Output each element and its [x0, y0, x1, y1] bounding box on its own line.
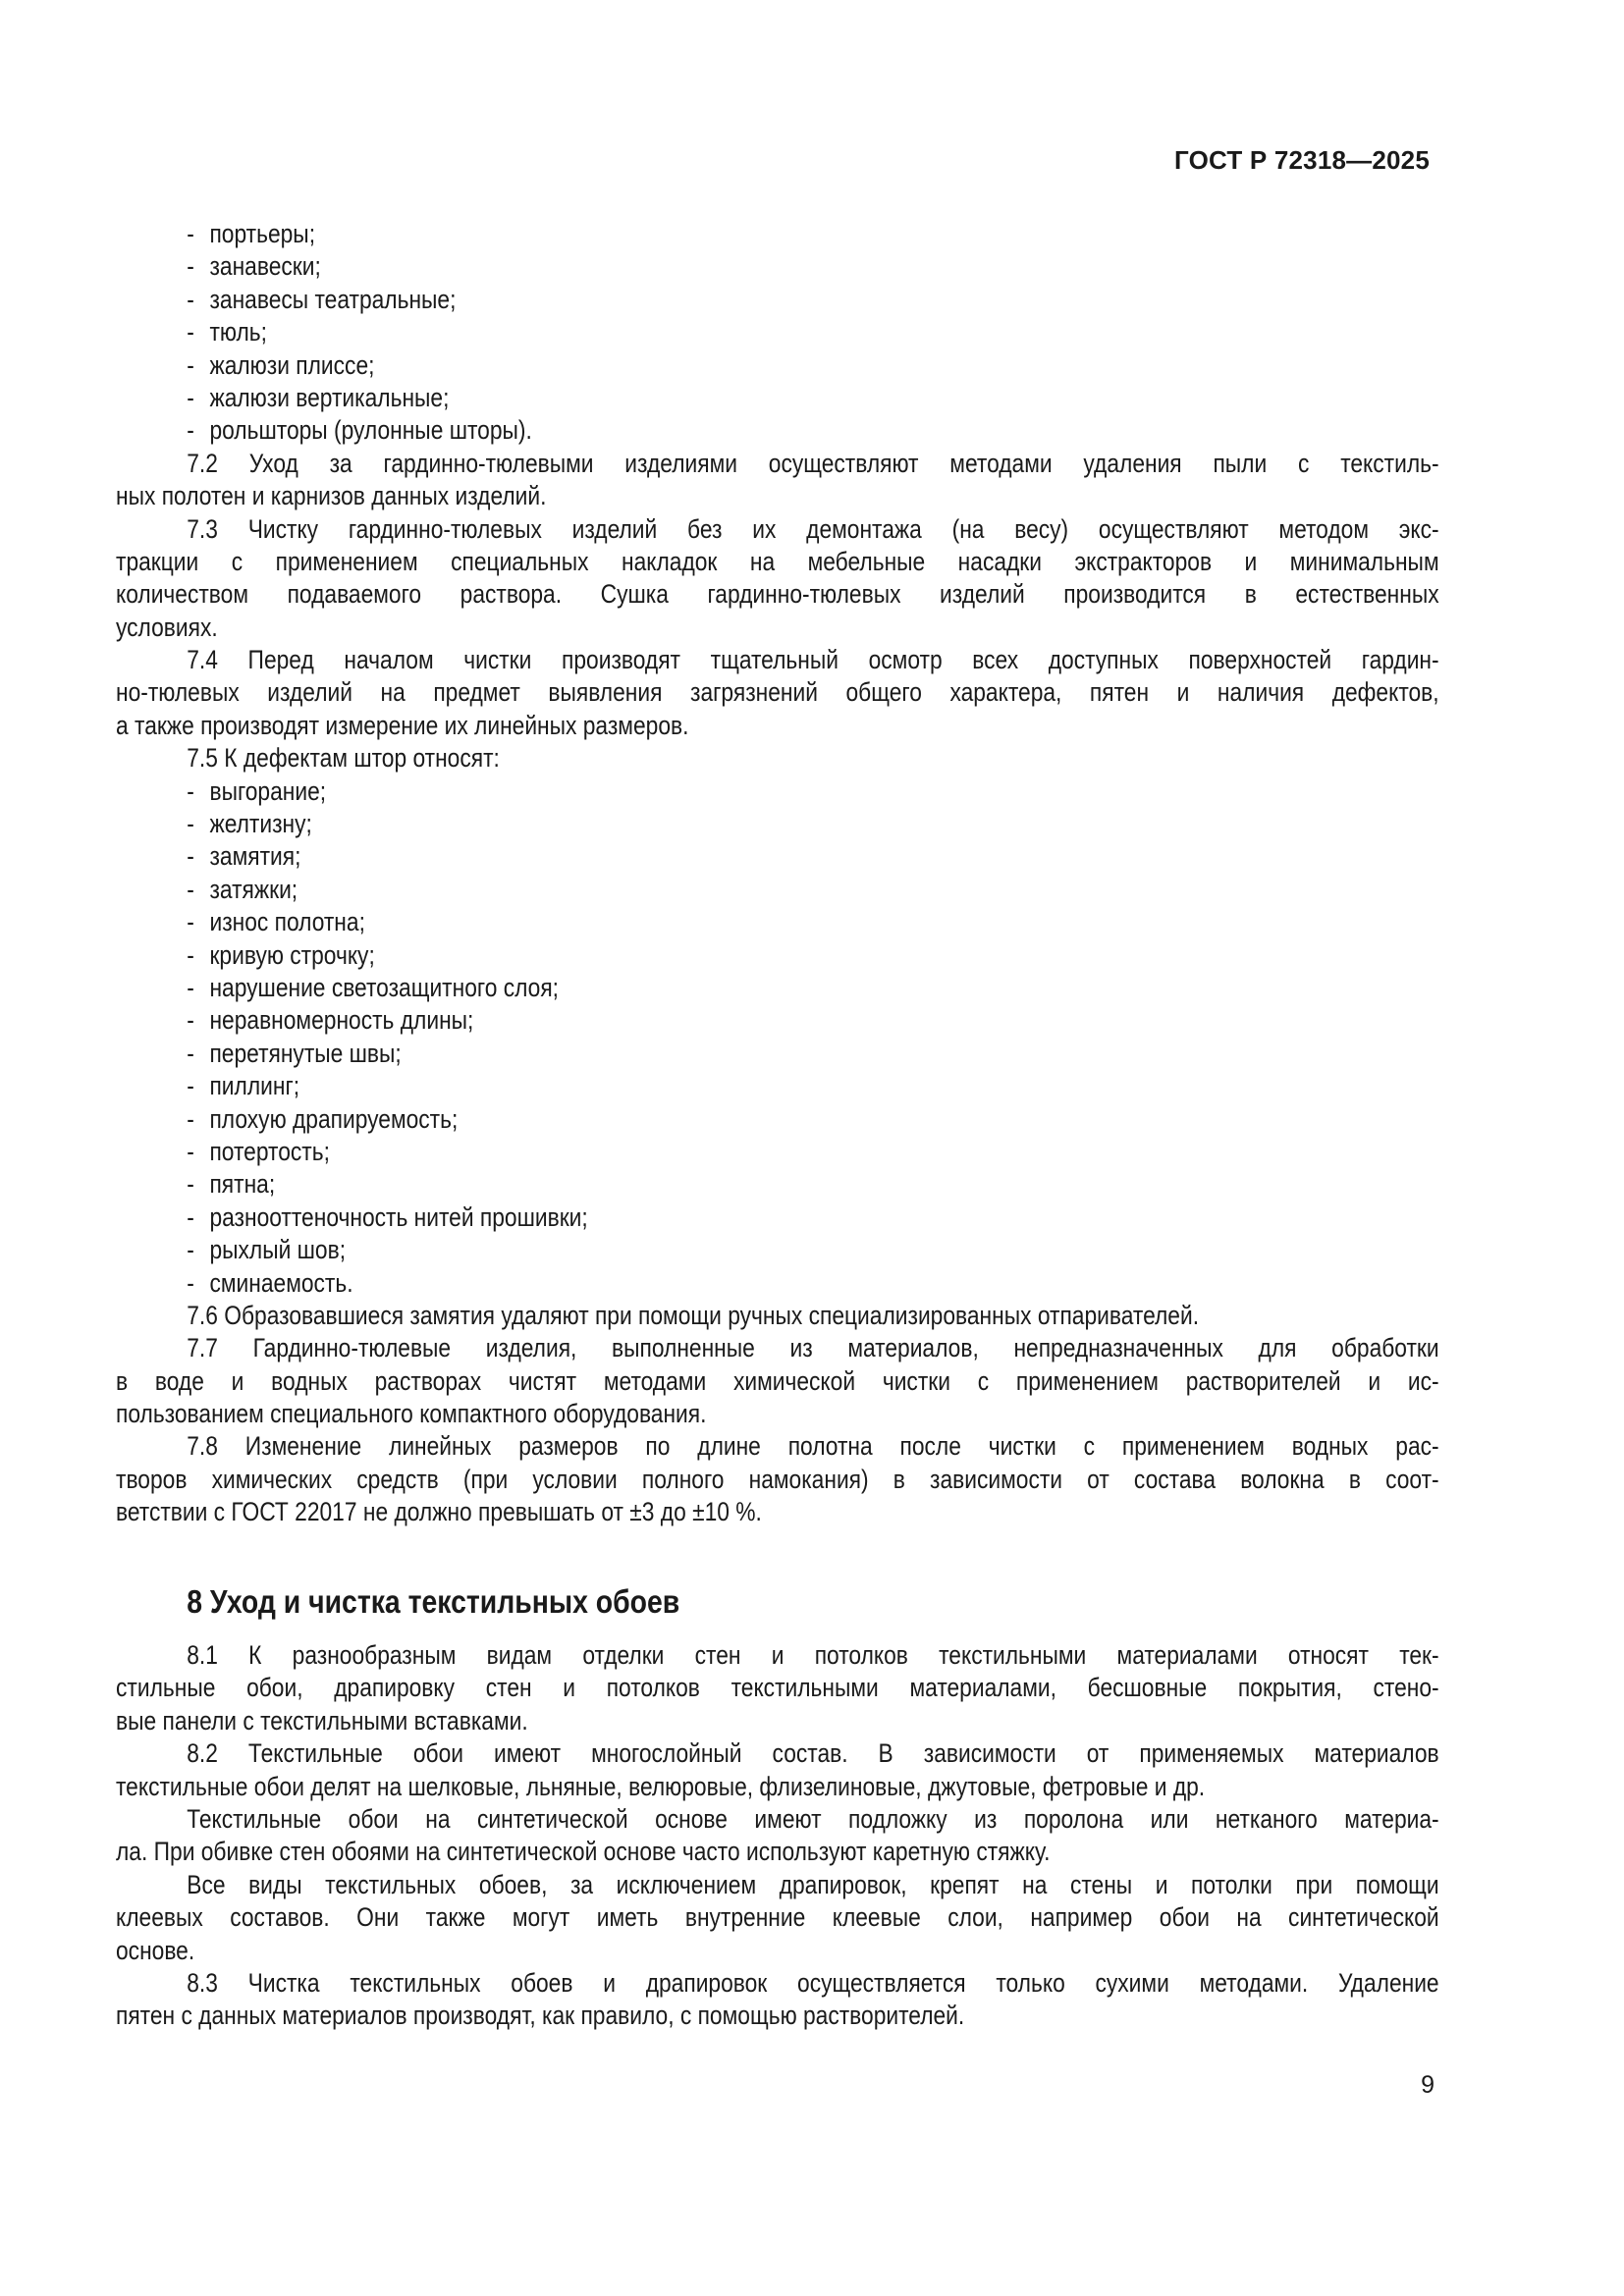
paragraph-7-2 — [116, 448, 1439, 513]
curtain-defects-list — [116, 775, 1439, 1300]
list-item: - жалюзи плиссе; — [187, 349, 375, 380]
paragraph-7-8 — [116, 1430, 1439, 1528]
text-line: основе. — [116, 1935, 195, 1965]
list-item: - потертость; — [187, 1136, 330, 1166]
text-line: ла. При обивке стен обоями на синтетической основе часто используют каретную стяжку. — [116, 1837, 1051, 1867]
text-line: Все виды текстильных обоев, за исключением драпировок, крепят на стены и потолки при помощи — [187, 1869, 1439, 1899]
list-item: - рыхлый шов; — [187, 1235, 347, 1265]
paragraph-8-2-mounting — [116, 1869, 1439, 1967]
list-item: - затяжки; — [187, 874, 298, 904]
list-item: - перетянутые швы; — [187, 1038, 402, 1068]
page-body — [116, 218, 1439, 2033]
list-item: - износ полотна; — [187, 907, 365, 937]
list-item: - выгорание; — [187, 775, 327, 806]
paragraph-7-6 — [116, 1300, 1439, 1332]
text-line: вые панели с текстильными вставками. — [116, 1705, 528, 1735]
text-line: 7.2 Уход за гардинно-тюлевыми изделиями осуществляют методами удаления пыли с текстиль- — [187, 448, 1439, 478]
text-line: 7.4 Перед началом чистки производят тщательный осмотр всех доступных поверхностей гардин- — [187, 645, 1439, 675]
paragraph-7-5 — [116, 742, 1439, 774]
text-line: клеевых составов. Они также могут иметь внутренние клеевые слои, например обои на синтетической — [116, 1902, 1439, 1933]
paragraph-7-3 — [116, 513, 1439, 645]
list-item: - пиллинг; — [187, 1071, 300, 1101]
list-item: - портьеры; — [187, 219, 316, 248]
list-item: - пятна; — [187, 1169, 276, 1200]
list-item: - плохую драпируемость; — [187, 1103, 459, 1134]
section-8-heading: 8 Уход и чистка текстильных обоев — [187, 1582, 680, 1620]
text-line: 8.2 Текстильные обои имеют многослойный состав. В зависимости от применяемых материалов — [187, 1738, 1439, 1769]
text-line: пятен с данных материалов производят, как правило, с помощью растворителей. — [116, 2001, 965, 2031]
list-item: - тюль; — [187, 317, 267, 347]
text-line: количеством подаваемого раствора. Сушка гардинно-тюлевых изделий производится в естественных — [116, 579, 1439, 610]
list-item: - занавески; — [187, 251, 321, 282]
text-line: Текстильные обои на синтетической основе имеют подложку из поролона или нетканого материа- — [187, 1803, 1439, 1834]
list-item: - разнооттеночность нитей прошивки; — [187, 1201, 588, 1232]
list-item: - неравномерность длины; — [187, 1005, 474, 1036]
text-line: 7.6 Образовавшиеся замятия удаляют при помощи ручных специализированных отпаривателей. — [187, 1300, 1200, 1330]
paragraph-7-4 — [116, 644, 1439, 742]
text-line: тракции с применением специальных накладок на мебельные насадки экстракторов и минимальным — [116, 546, 1439, 576]
list-item: - сминаемость. — [187, 1267, 353, 1298]
paragraph-8-2 — [116, 1737, 1439, 1803]
text-line: 7.3 Чистку гардинно-тюлевых изделий без их демонтажа (на весу) осуществляют методом экс- — [187, 513, 1439, 544]
text-line: 7.5 К дефектам штор относят: — [187, 743, 500, 774]
page-number: 9 — [1421, 2071, 1435, 2099]
list-item: - жалюзи вертикальные; — [187, 382, 450, 412]
paragraph-8-3 — [116, 1967, 1439, 2033]
text-line: пользованием специального компактного оборудования. — [116, 1399, 707, 1429]
text-line: 8.1 К разнообразным видам отделки стен и потолков текстильными материалами относят тек- — [187, 1640, 1439, 1671]
text-line: а также производят измерение их линейных размеров. — [116, 710, 689, 740]
document-id-header: ГОСТ Р 72318—2025 — [1174, 145, 1430, 175]
list-item: - рольшторы (рулонные шторы). — [187, 415, 532, 446]
text-line: текстильные обои делят на шелковые, льняные, велюровые, флизелиновые, джутовые, фетровые и др. — [116, 1771, 1206, 1801]
text-line: но-тюлевых изделий на предмет выявления загрязнений общего характера, пятен и наличия дефектов, — [116, 677, 1439, 708]
text-line: ветствии с ГОСТ 22017 не должно превышать от ±3 до ±10 %. — [116, 1497, 762, 1527]
paragraph-7-7 — [116, 1332, 1439, 1430]
text-line: стильные обои, драпировку стен и потолков текстильными материалами, бесшовные покрытия, стено- — [116, 1673, 1439, 1703]
list-item: - желтизну; — [187, 809, 312, 839]
text-line: творов химических средств (при условии полного намокания) в зависимости от состава волокна в соот- — [116, 1464, 1439, 1494]
list-item: - замятия; — [187, 841, 301, 872]
text-line: в воде и водных растворах чистят методами химической чистки с применением растворителей и ис- — [116, 1365, 1439, 1396]
text-line: 7.7 Гардинно-тюлевые изделия, выполненные из материалов, непредназначенных для обработки — [187, 1333, 1439, 1363]
paragraph-8-1 — [116, 1639, 1439, 1737]
list-item: - занавесы театральные; — [187, 284, 457, 314]
text-line: 8.3 Чистка текстильных обоев и драпировок осуществляется только сухими методами. Удаление — [187, 1967, 1439, 1998]
paragraph-8-2-synthetic — [116, 1803, 1439, 1869]
text-line: условиях. — [116, 612, 218, 642]
list-item: - нарушение светозащитного слоя; — [187, 972, 560, 1002]
curtain-types-list — [116, 218, 1439, 448]
list-item: - кривую строчку; — [187, 939, 375, 970]
text-line: ных полотен и карнизов данных изделий. — [116, 481, 547, 511]
text-line: 7.8 Изменение линейных размеров по длине полотна после чистки с применением водных рас- — [187, 1431, 1439, 1462]
